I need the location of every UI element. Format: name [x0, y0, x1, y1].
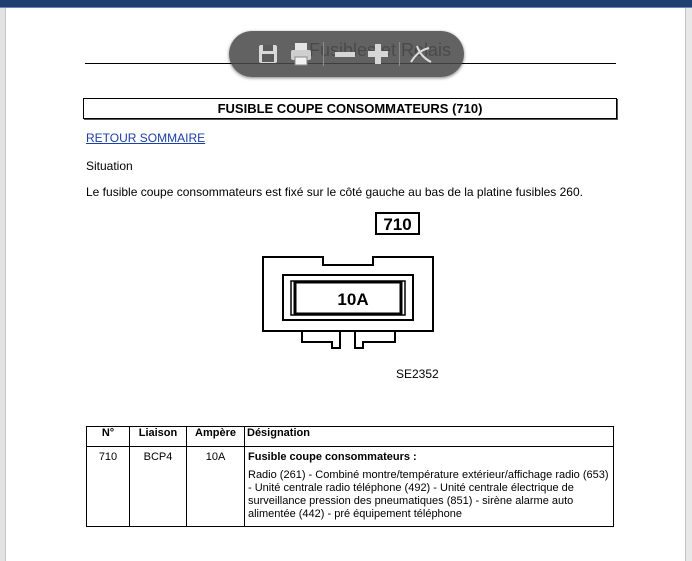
cell-number: 710 — [87, 447, 130, 527]
header-number: N° — [87, 427, 130, 447]
save-icon[interactable] — [254, 40, 282, 68]
cell-liaison: BCP4 — [130, 447, 187, 527]
right-scrollbar[interactable] — [685, 8, 692, 561]
fuse-pins — [302, 332, 395, 348]
designation-title: Fusible coupe consommateurs : — [248, 451, 417, 463]
fuse-number-label: 710 — [383, 215, 412, 234]
print-icon[interactable] — [287, 40, 315, 68]
fuse-location-diagram — [255, 208, 440, 358]
header-designation: Désignation — [245, 427, 614, 447]
back-to-summary-link[interactable]: RETOUR SOMMAIRE — [86, 131, 206, 145]
left-frame-border — [0, 8, 6, 561]
header-ampere: Ampère — [187, 427, 245, 447]
toolbar-separator — [323, 42, 324, 66]
situation-description: Le fusible coupe consommateurs est fixé sur le côté gauche au bas de la platine fusibles 260. — [86, 185, 583, 199]
zoom-in-icon[interactable] — [364, 40, 392, 68]
fuse-designation-table — [86, 426, 614, 527]
zoom-out-icon[interactable] — [331, 40, 359, 68]
header-liaison: Liaison — [130, 427, 187, 447]
acrobat-icon[interactable] — [407, 40, 435, 68]
situation-label: Situation — [86, 159, 133, 173]
designation-text: Radio (261) - Combiné montre/température extérieur/affichage radio (653) - Unité centrale radio téléphone (492) - Unité centrale électrique de surveillance pression des pneumatiques (851) - sirène alarme auto alimentée (442) - pré équipement téléphone — [248, 469, 609, 520]
cell-ampere: 10A — [187, 447, 245, 527]
table-header-row — [87, 427, 614, 447]
window-top-bar — [0, 0, 692, 8]
fuse-rating-label: 10A — [337, 290, 369, 309]
cell-designation — [245, 447, 614, 527]
diagram-reference: SE2352 — [396, 367, 439, 381]
toolbar-separator — [399, 42, 400, 66]
section-title: FUSIBLE COUPE CONSOMMATEURS (710) — [83, 98, 617, 119]
floating-pdf-toolbar — [229, 31, 464, 77]
table-row — [87, 447, 614, 527]
